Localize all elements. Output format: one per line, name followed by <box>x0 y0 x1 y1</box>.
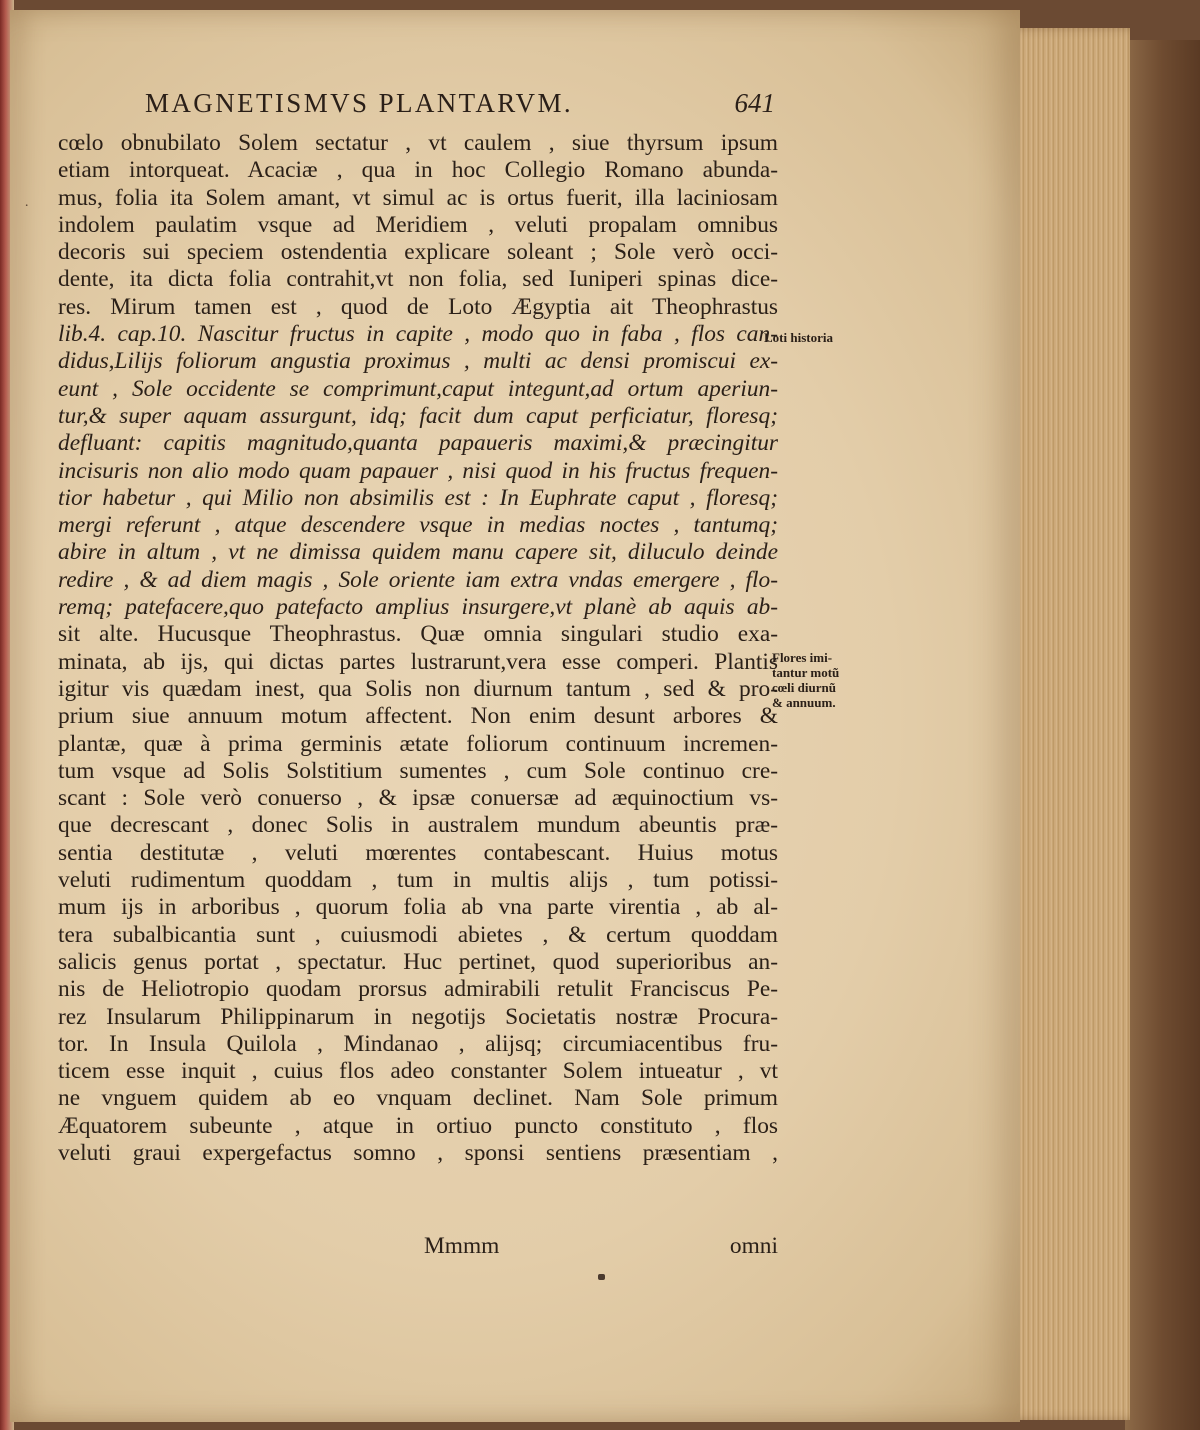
running-head: MAGNETISMVS PLANTARVM. <box>145 88 574 118</box>
page-header <box>145 88 775 128</box>
text-line: decoris sui speciem ostendentia explicare soleant ; Sole verò occi- <box>58 239 778 266</box>
text-line: res. Mirum tamen est , quod de Loto Ægyptia ait Theophrastus <box>58 293 778 320</box>
text-line: mus, folia ita Solem amant, vt simul ac is ortus fuerit, illa laciniosam <box>58 184 778 211</box>
text-line: plantæ, quæ à prima germinis ætate foliorum continuum incremen- <box>58 730 778 757</box>
text-line: sit alte. Hucusque Theophrastus. Quæ omnia singulari studio exa- <box>58 621 778 648</box>
text-line: cœlo obnubilato Solem sectatur , vt caulem , siue thyrsum ipsum <box>58 130 778 156</box>
body-text <box>58 130 778 1167</box>
text-line: eunt , Sole occidente se comprimunt,caput integunt,ad ortum aperiun- <box>58 375 778 402</box>
margin-note-flores <box>772 650 839 710</box>
signature-mark: Mmmm <box>424 1233 500 1259</box>
margin-note-line: Flores imi- <box>772 650 833 665</box>
text-line: mum ijs in arboribus , quorum folia ab vna parte virentia , ab al- <box>58 894 778 921</box>
text-line: abire in altum , vt ne dimissa quidem manu capere sit, diluculo deinde <box>58 539 778 566</box>
text-line: defluant: capitis magnitudo,quanta papaueris maximi,& præcingitur <box>58 430 778 457</box>
text-line: salicis genus portat , spectatur. Huc pertinet, quod superioribus an- <box>58 948 778 975</box>
text-line: redire , & ad diem magis , Sole oriente iam extra vndas emergere , flo- <box>58 566 778 593</box>
text-line: veluti graui expergefactus somno , sponsi sentiens præsentiam , <box>58 1139 778 1166</box>
margin-note-line: tantur motũ <box>772 665 840 680</box>
text-line: ticem esse inquit , cuius flos adeo constanter Solem intueatur , vt <box>58 1058 778 1085</box>
text-line: tor. In Insula Quilola , Mindanao , alijsq; circumiacentibus fru- <box>58 1030 778 1057</box>
text-line: prium siue annuum motum affectent. Non enim desunt arbores & <box>58 703 778 730</box>
text-line: incisuris non alio modo quam papauer , nisi quod in his fructus frequen- <box>58 457 778 484</box>
text-line: dente, ita dicta folia contrahit,vt non folia, sed Iuniperi spinas dice- <box>58 266 778 293</box>
text-line: minata, ab ijs, qui dictas partes lustrarunt,vera esse comperi. Plantis <box>58 648 778 675</box>
text-line: nis de Heliotropio quodam prorsus admirabili retulit Franciscus Pe- <box>58 976 778 1003</box>
text-line: tur,& super aquam assurgunt, idq; facit dum caput perficiatur, floresq; <box>58 402 778 429</box>
page-edges-stack <box>1005 28 1130 1420</box>
text-line: lib.4. cap.10. Nascitur fructus in capite , modo quo in faba , flos can- <box>58 321 778 348</box>
margin-mark: ˙ <box>24 202 30 219</box>
margin-note-loti: Loti historia <box>764 330 833 345</box>
text-line: tior habetur , qui Milio non absimilis est : In Euphrate caput , floresq; <box>58 484 778 511</box>
text-line: indolem paulatim vsque ad Meridiem , veluti propalam omnibus <box>58 211 778 238</box>
text-line: remq; patefacere,quo patefacto amplius insurgere,vt planè ab aquis ab- <box>58 594 778 621</box>
text-line: tera subalbicantia sunt , cuiusmodi abietes , & certum quoddam <box>58 921 778 948</box>
text-line: ne vnguem quidem ab eo vnquam declinet. Nam Sole primum <box>58 1085 778 1112</box>
text-line: tum vsque ad Solis Solstitium sumentes , cum Sole continuo cre- <box>58 757 778 784</box>
text-line: igitur vis quædam inest, qua Solis non diurnum tantum , sed & pro- <box>58 675 778 702</box>
margin-note-line: & annuum. <box>772 695 836 710</box>
text-line: que decrescant , donec Solis in australem mundum abeuntis præ- <box>58 812 778 839</box>
text-line: mergi referunt , atque descendere vsque in medias noctes , tantumq; <box>58 512 778 539</box>
ink-speck <box>598 1274 605 1280</box>
text-line: didus,Lilijs foliorum angustia proximus , multi ac densi promiscui ex- <box>58 348 778 375</box>
text-line: sentia destitutæ , veluti mœrentes contabescant. Huius motus <box>58 839 778 866</box>
text-line: Æquatorem subeunte , atque in ortiuo puncto constituto , flos <box>58 1112 778 1139</box>
margin-note-line: cœli diurnũ <box>772 680 836 695</box>
text-line: rez Insularum Philippinarum in negotijs Societatis nostræ Procura- <box>58 1003 778 1030</box>
text-line: scant : Sole verò conuerso , & ipsæ conuersæ ad æquinoctium vs- <box>58 785 778 812</box>
text-line: etiam intorqueat. Acaciæ , qua in hoc Collegio Romano abunda- <box>58 157 778 184</box>
right-cover-board <box>1125 40 1200 1430</box>
page-footer <box>58 1233 778 1263</box>
catchword: omni <box>729 1233 778 1259</box>
text-line: veluti rudimentum quoddam , tum in multis alijs , tum potissi- <box>58 867 778 894</box>
page-number: 641 <box>734 88 775 118</box>
